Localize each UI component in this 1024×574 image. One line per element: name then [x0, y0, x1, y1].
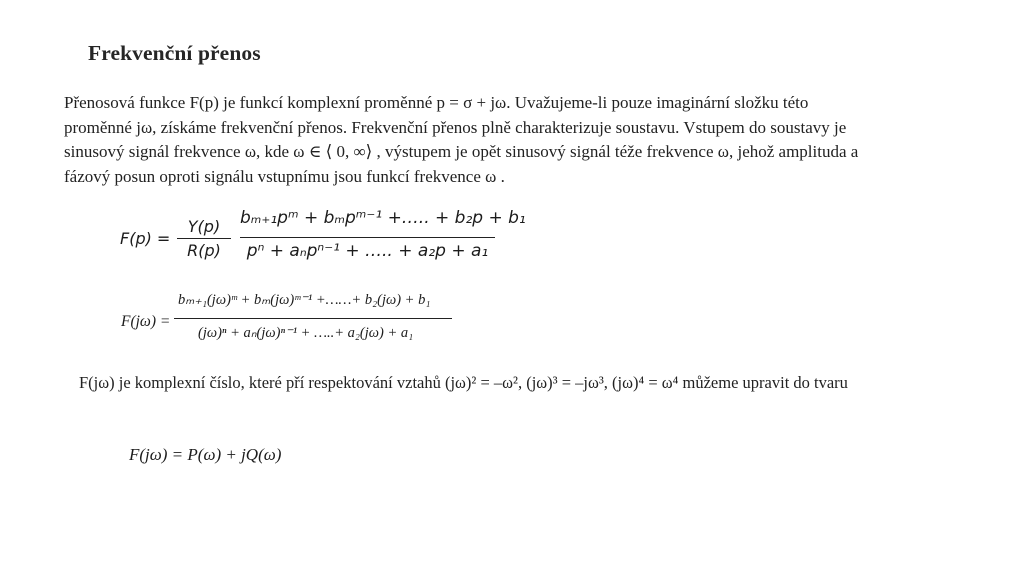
complex-number-sentence: F(jω) je komplexní číslo, které pří respektování vztahů (jω)² = –ω², (jω)³ = –jω³, (jω)⁴ = ω⁴ můžeme upravit do tvaru — [79, 373, 848, 392]
fraction-bar — [240, 237, 495, 238]
result-formula: F(jω) = P(ω) + jQ(ω) — [129, 445, 282, 464]
formula2-fraction — [174, 292, 452, 342]
slide-title: Frekvenční přenos — [88, 41, 261, 65]
formula1-numerator-1: Y(p) — [187, 217, 221, 236]
formula2-numerator: bₘ₊₁(jω)ᵐ + bₘ(jω)ᵐ⁻¹ +……+ b₂(jω) + b₁ — [178, 292, 431, 308]
formula1-numerator-2: bₘ₊₁pᵐ + bₘpᵐ⁻¹ +….. + b₂p + b₁ — [240, 208, 526, 228]
paragraph-line-2: proměnné jω, získáme frekvenční přenos. Frekvenční přenos plně charakterizuje soustavu. Vstupem do soustavy je — [64, 117, 847, 137]
formula2-lhs: F(jω) = — [121, 313, 171, 330]
paragraph-line-3: sinusový signál frekvence ω, kde ω ∈ ⟨ 0, ∞⟩ , výstupem je opět sinusový signál téže frekvence ω, jehož amplituda a — [64, 142, 859, 161]
fraction-bar — [174, 318, 452, 319]
formula1-denominator-2: pⁿ + aₙpⁿ⁻¹ + ….. + a₂p + a₁ — [246, 241, 489, 261]
intro-paragraph — [64, 91, 964, 189]
paragraph-line-1: Přenosová funkce F(p) je funkcí komplexní proměnné p = σ + jω. Uvažujeme-li pouze imaginární složku této — [64, 93, 809, 112]
fraction-bar — [177, 238, 231, 239]
formula1-denominator-1: R(p) — [187, 241, 221, 260]
formula2-denominator: (jω)ⁿ + aₙ(jω)ⁿ⁻¹ + …..+ a₂(jω) + a₁ — [198, 325, 414, 341]
formula1-first-fraction — [177, 217, 231, 260]
formula1-lhs: F(p) = — [120, 229, 171, 248]
paragraph-line-4: fázový posun oproti signálu vstupnímu jsou funkcí frekvence ω . — [64, 166, 505, 186]
formula1-second-fraction — [240, 208, 526, 261]
